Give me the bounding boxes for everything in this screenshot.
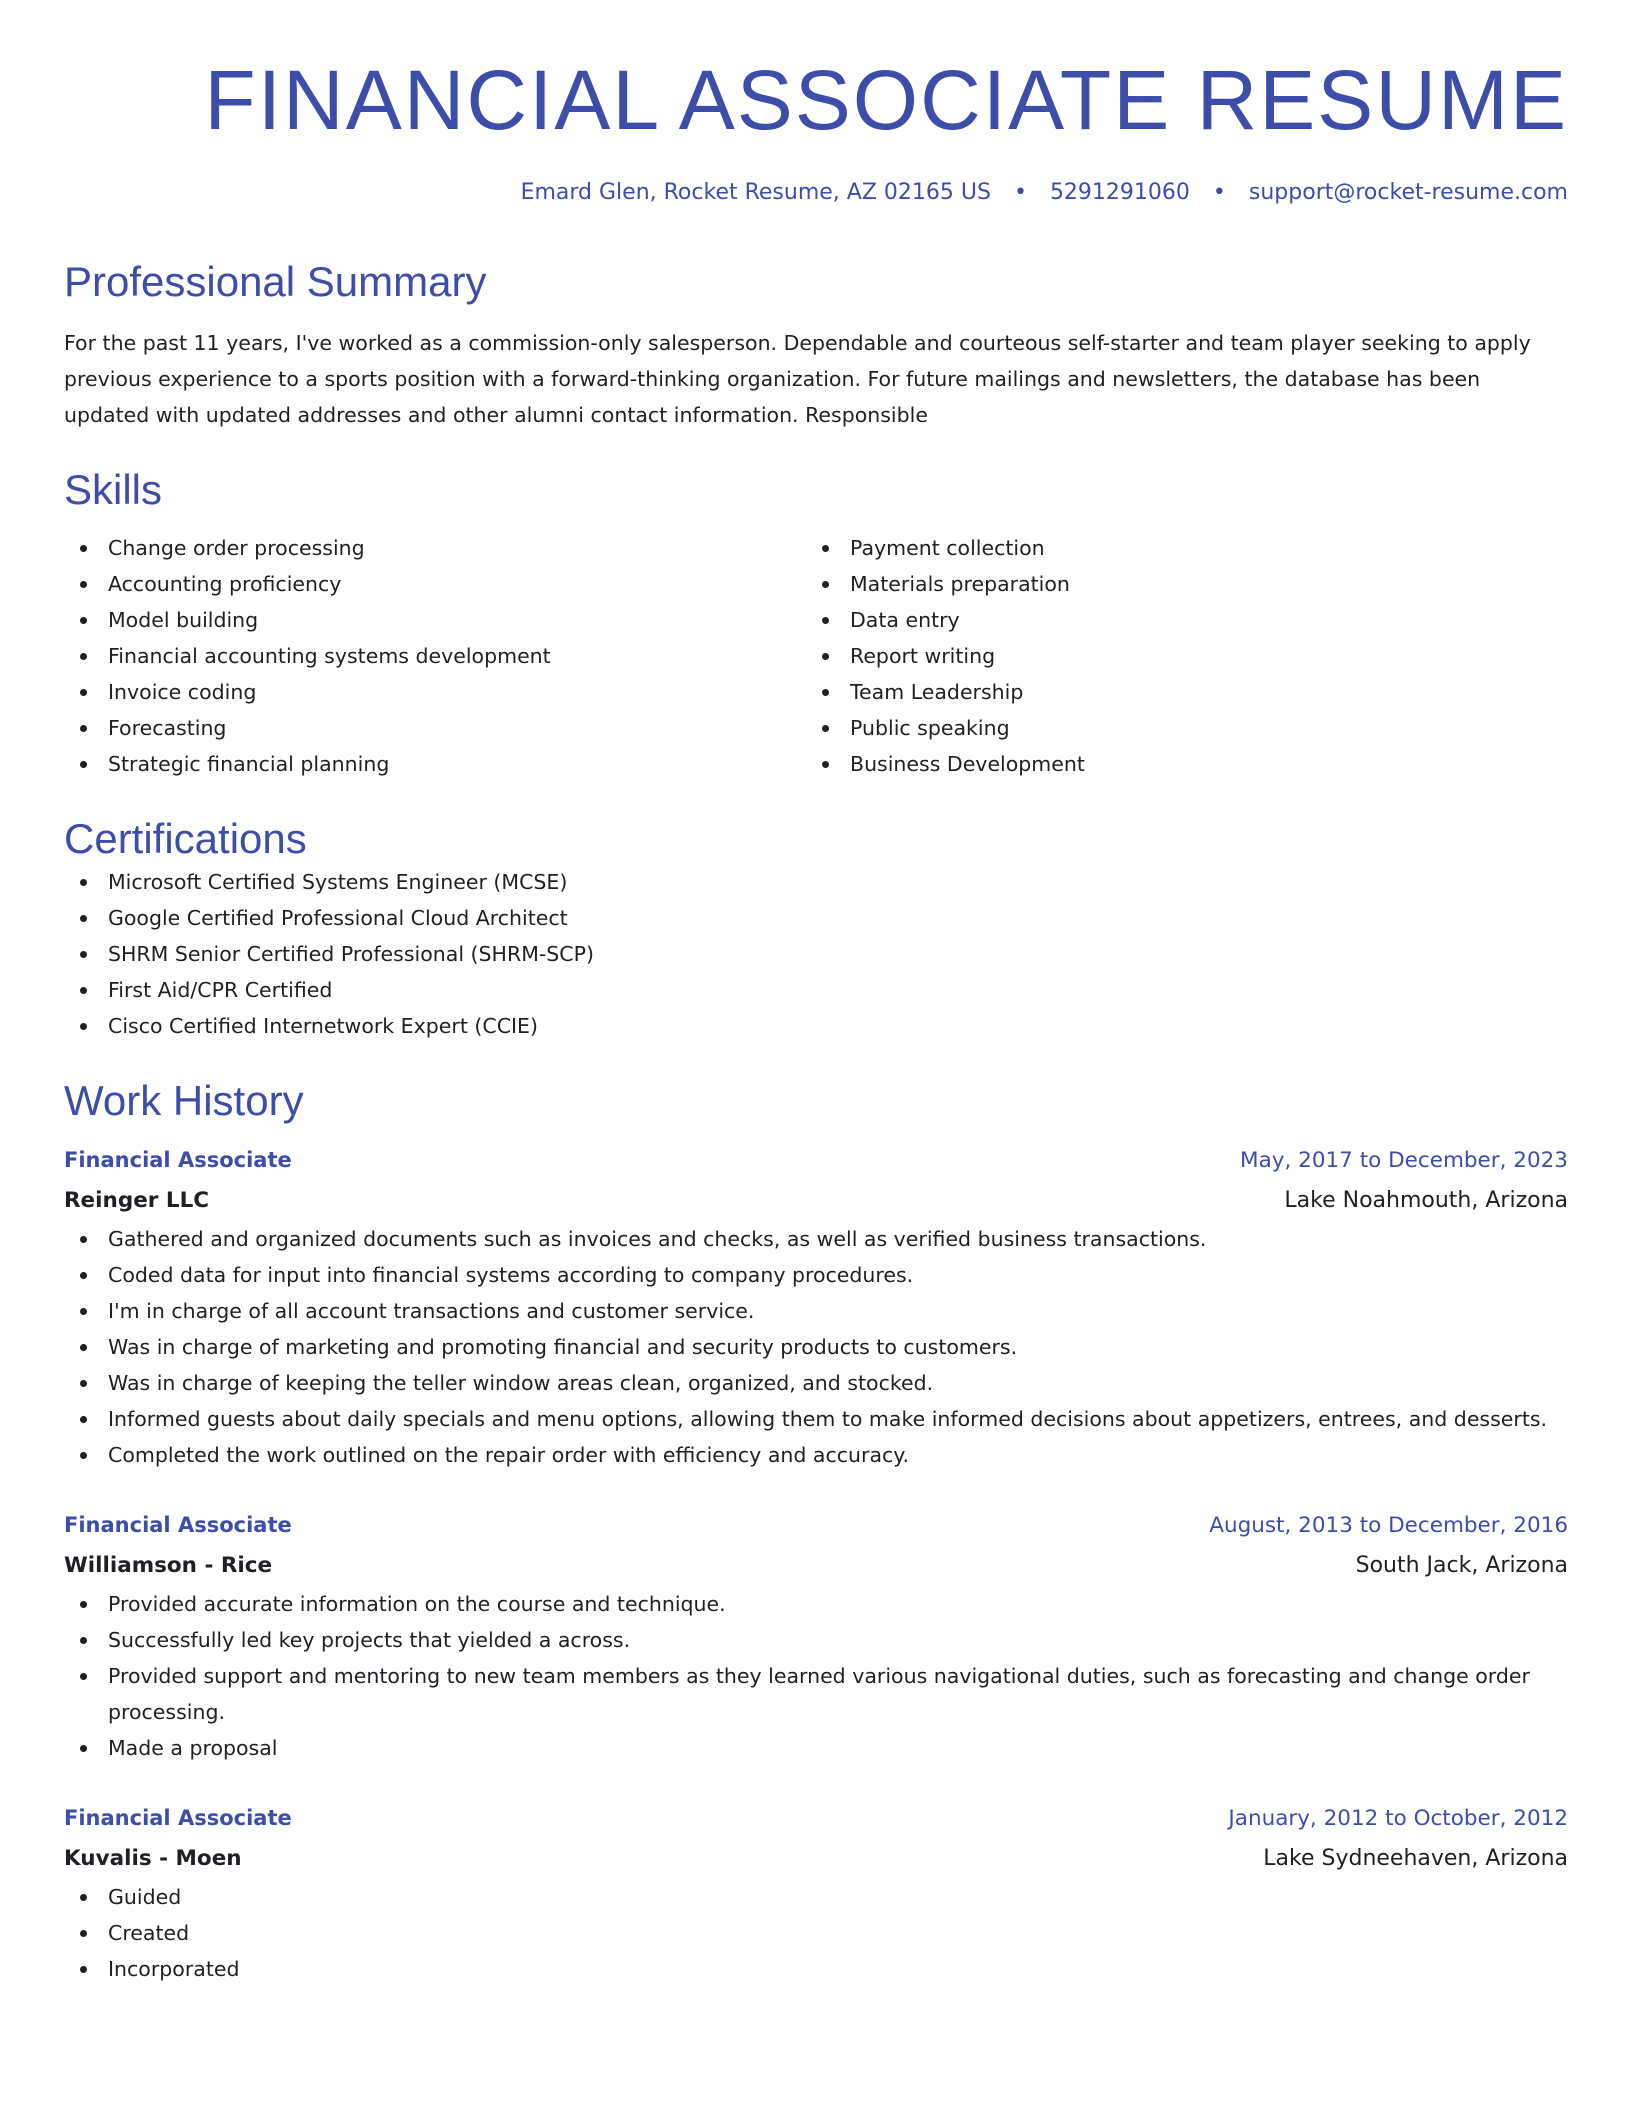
job-duty: Provided accurate information on the course and technique. xyxy=(64,1586,1568,1622)
skill-item: Invoice coding xyxy=(64,674,806,710)
resume-title: FINANCIAL ASSOCIATE RESUME xyxy=(204,53,1568,147)
job-duty: Made a proposal xyxy=(64,1730,1568,1766)
skills-column-left xyxy=(64,530,806,782)
skill-item: Accounting proficiency xyxy=(64,566,806,602)
certification-item: First Aid/CPR Certified xyxy=(64,972,1568,1008)
skills-grid xyxy=(64,530,1568,782)
job-location: South Jack, Arizona xyxy=(1355,1553,1568,1579)
job-header-row xyxy=(64,1505,1568,1546)
work-history-heading: Work History xyxy=(64,1076,304,1124)
contact-separator: • xyxy=(1212,180,1226,206)
certification-item: Cisco Certified Internetwork Expert (CCIE) xyxy=(64,1008,1568,1044)
summary-text: For the past 11 years, I've worked as a commission-only salesperson. Dependable and courteous self-starter and team player seeking to apply previous experience to a sports position with a forward-thinking organization. For future mailings and newsletters, the database has been updated with updated addresses and other alumni contact information. Responsible xyxy=(64,331,1531,428)
job-location: Lake Sydneehaven, Arizona xyxy=(1263,1846,1568,1872)
job-entry xyxy=(64,1140,1568,1473)
skill-item: Materials preparation xyxy=(806,566,1548,602)
job-header-row xyxy=(64,1140,1568,1181)
summary-heading: Professional Summary xyxy=(64,257,487,305)
job-duty: Created xyxy=(64,1915,1568,1951)
job-duty: Successfully led key projects that yielded a across. xyxy=(64,1622,1568,1658)
job-company: Williamson - Rice xyxy=(64,1553,273,1579)
job-duty: Completed the work outlined on the repair order with efficiency and accuracy. xyxy=(64,1437,1568,1473)
job-duty: Was in charge of marketing and promoting financial and security products to customers. xyxy=(64,1329,1568,1365)
job-company-row xyxy=(64,1181,1568,1221)
certifications-list xyxy=(64,864,1568,1044)
contact-separator: • xyxy=(1013,180,1027,206)
contact-address: Emard Glen, Rocket Resume, AZ 02165 US xyxy=(520,180,991,206)
job-duty: Informed guests about daily specials and menu options, allowing them to make informed decisions about appetizers, entrees, and desserts. xyxy=(64,1401,1568,1437)
skills-heading: Skills xyxy=(64,466,163,514)
skill-item: Forecasting xyxy=(64,710,806,746)
contact-line xyxy=(64,180,1568,206)
certifications-heading: Certifications xyxy=(64,814,307,862)
job-duties-list xyxy=(64,1586,1568,1766)
skill-item: Business Development xyxy=(806,746,1548,782)
certification-item: Google Certified Professional Cloud Architect xyxy=(64,900,1568,936)
job-company-row xyxy=(64,1839,1568,1879)
resume-page xyxy=(64,0,1568,1987)
skill-item: Change order processing xyxy=(64,530,806,566)
skill-item: Public speaking xyxy=(806,710,1548,746)
job-duty: Guided xyxy=(64,1879,1568,1915)
skill-item: Model building xyxy=(64,602,806,638)
skill-item: Financial accounting systems development xyxy=(64,638,806,674)
job-duty: Incorporated xyxy=(64,1951,1568,1987)
skill-item: Team Leadership xyxy=(806,674,1548,710)
skill-item: Data entry xyxy=(806,602,1548,638)
certification-item: Microsoft Certified Systems Engineer (MCSE) xyxy=(64,864,1568,900)
job-header-row xyxy=(64,1798,1568,1839)
job-duty: Was in charge of keeping the teller window areas clean, organized, and stocked. xyxy=(64,1365,1568,1401)
job-title: Financial Associate xyxy=(64,1513,292,1538)
skill-item: Payment collection xyxy=(806,530,1548,566)
job-entry xyxy=(64,1505,1568,1766)
job-dates: August, 2013 to December, 2016 xyxy=(1209,1513,1568,1539)
job-dates: May, 2017 to December, 2023 xyxy=(1240,1148,1568,1174)
job-duty: Gathered and organized documents such as invoices and checks, as well as verified business transactions. xyxy=(64,1221,1568,1257)
job-title: Financial Associate xyxy=(64,1806,292,1831)
job-duty: Provided support and mentoring to new team members as they learned various navigational duties, such as forecasting and change order processing. xyxy=(64,1658,1568,1730)
job-duty: Coded data for input into financial systems according to company procedures. xyxy=(64,1257,1568,1293)
job-company: Kuvalis - Moen xyxy=(64,1846,242,1872)
job-duties-list xyxy=(64,1221,1568,1473)
skill-item: Strategic financial planning xyxy=(64,746,806,782)
skills-list-right xyxy=(806,530,1548,782)
skill-item: Report writing xyxy=(806,638,1548,674)
certification-item: SHRM Senior Certified Professional (SHRM-SCP) xyxy=(64,936,1568,972)
contact-phone: 5291291060 xyxy=(1049,180,1190,206)
job-company-row xyxy=(64,1546,1568,1586)
job-location: Lake Noahmouth, Arizona xyxy=(1284,1188,1568,1214)
job-dates: January, 2012 to October, 2012 xyxy=(1228,1806,1568,1832)
job-title: Financial Associate xyxy=(64,1148,292,1173)
job-entry xyxy=(64,1798,1568,1987)
job-company: Reinger LLC xyxy=(64,1188,210,1214)
job-duties-list xyxy=(64,1879,1568,1987)
job-duty: I'm in charge of all account transactions and customer service. xyxy=(64,1293,1568,1329)
skills-column-right xyxy=(806,530,1548,782)
contact-email[interactable]: support@rocket-resume.com xyxy=(1248,180,1568,206)
skills-list-left xyxy=(64,530,806,782)
